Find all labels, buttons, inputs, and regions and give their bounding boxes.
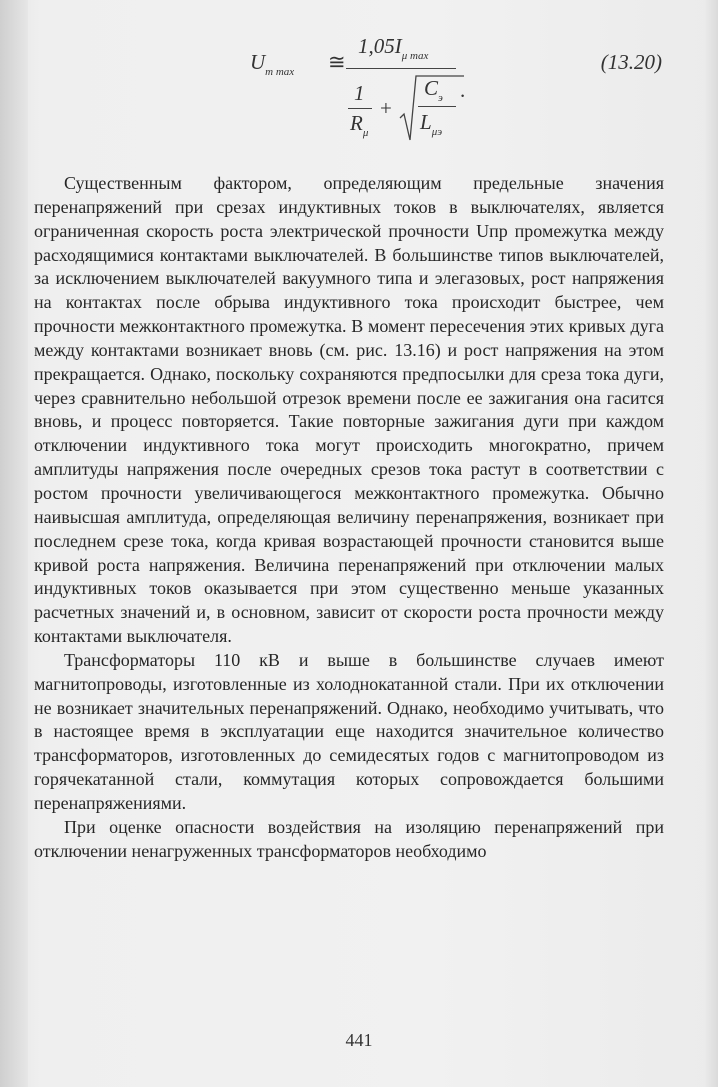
plus-sign: +: [380, 96, 392, 120]
page-number: 441: [345, 1030, 373, 1050]
inductance-term: $L_{\mu э}$: [420, 110, 443, 138]
numerator-subscript: μ max: [401, 50, 429, 62]
formula-period: .: [460, 78, 466, 102]
paragraph-2: Трансформаторы 110 кВ и выше в большинстве случаев имеют магнитопроводы, изготовленные из холоднокатанной стали. При их отключении не возникает значительных перенапряжений. Однако, необходимо учитывать, что в настоящее время в эксплуатации еще находится значительное количество трансформаторов, изготовленных до семидесятых годов с магнитопроводом из горячекатанной стали, коммутация которых сопровождается большими перенапряжениями.: [34, 649, 664, 813]
binding-shadow: [0, 0, 28, 1087]
inner-fraction-bar: [348, 108, 372, 109]
equation-number: (13.20): [600, 50, 662, 74]
approx-sign: ≅: [328, 50, 346, 74]
paragraph-1: Существенным фактором, определяющим предельные значения перенапряжений при срезах индуктивных токов в выключателях, является ограниченная скорость роста электрической прочности Uпр промежутка между расходящимися контактами выключателей. В большинстве типов выключателей, за исключением выключателей вакуумного типа и элегазовых, рост напряжения на контактах после обрыва индуктивного тока происходит быстрее, чем прочности межконтактного промежутка. В момент пересечения этих кривых дуга между контактами возникает вновь (см. рис. 13.16) и рост напряжения на этом прекращается. Однако, поскольку сохраняются предпосылки для среза тока дуги, через сравнительно небольшой отрезок времени после ее зажигания она гасится вновь, и процесс повторяется. Такие повторные зажигания дуги при каждом отключении индуктивного тока могут происходить многократно, причем амплитуды напряжения после очередных срезов тока растут в соответствии с ростом прочности увеличивающегося межконтактного промежутка. Обычно наивысшая амплитуда, определяющая величину перенапряжения, возникает при последнем срезе тока, когда кривая возрастающей прочности становится выше кривой роста напряжения. Величина перенапряжений при отключении малых индуктивных токов оказывается при этом существенно меньше указанных расчетных значений и, в основном, зависит от скорости роста прочности между контактами выключателя.: [34, 173, 664, 647]
formula-numerator: $1,05I_{\mu max}$: [358, 34, 429, 62]
capacitance-subscript: э: [438, 92, 443, 104]
paragraph-3: При оценке опасности воздействия на изоляцию перенапряжений при отключении ненагруженных трансформаторов необходимо: [34, 816, 664, 861]
capacitance-term: $C_э$: [424, 76, 443, 104]
main-fraction-bar: [346, 68, 456, 69]
root-fraction-bar: [418, 106, 456, 107]
formula-13-20: [250, 28, 490, 158]
body-text: [34, 172, 664, 863]
resistance-subscript: μ: [362, 127, 369, 139]
inner-numerator-one: 1: [354, 81, 365, 105]
formula-lhs: $U_{m max}$: [250, 50, 295, 78]
page-edge: [704, 0, 718, 1087]
formula-lhs-subscript: m max: [265, 66, 295, 78]
inductance-subscript: μэ: [431, 126, 443, 138]
resistance-term: $R_\mu$: [350, 111, 369, 139]
